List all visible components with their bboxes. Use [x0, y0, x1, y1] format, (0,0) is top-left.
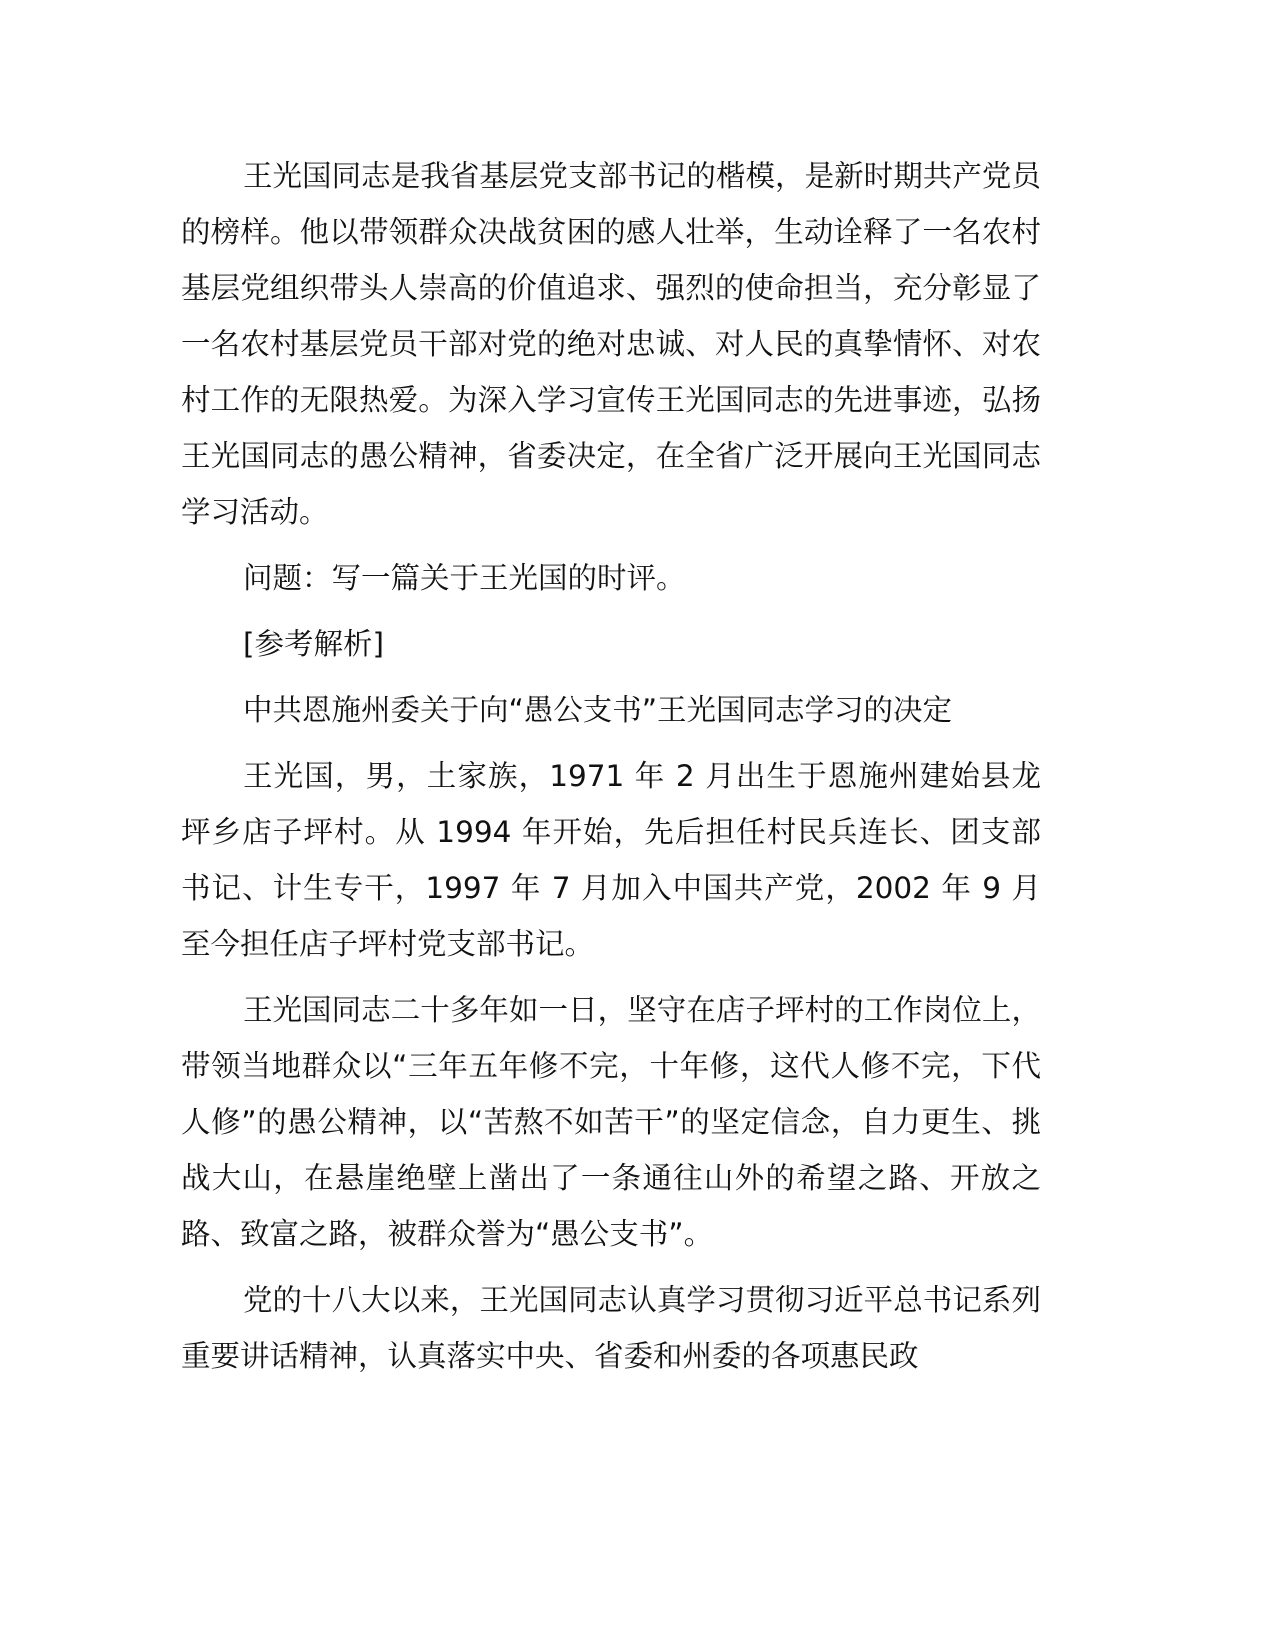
intro-paragraph: 王光国同志是我省基层党支部书记的楷模，是新时期共产党员的榜样。他以带领群众决战贫困的感人壮举，生动诠释了一名农村基层党组织带头人崇高的价值追求、强烈的使命担当，充分彰显了一名农村基层党员干部对党的绝对忠诚、对人民的真挚情怀、对农村工作的无限热爱。为深入学习宣传王光国同志的先进事迹，弘扬王光国同志的愚公精神，省委决定，在全省广泛开展向王光国同志学习活动。 — [181, 159, 1041, 529]
bio-paragraph: 王光国，男，土家族，1971 年 2 月出生于恩施州建始县龙坪乡店子坪村。从 1994 年开始，先后担任村民兵连长、团支部书记、计生专干，1997 年 7 月加入中国共产党，2002 年 9 月至今担任店子坪村党支部书记。 — [181, 759, 1041, 961]
deeds-paragraph: 王光国同志二十多年如一日，坚守在店子坪村的工作岗位上，带领当地群众以“三年五年修不完，十年修，这代人修不完，下代人修”的愚公精神，以“苦熬不如苦干”的坚定信念，自力更生、挑战大山，在悬崖绝壁上凿出了一条通往山外的希望之路、开放之路、致富之路，被群众誉为“愚公支书”。 — [181, 993, 1041, 1251]
since-18th-congress-paragraph: 党的十八大以来，王光国同志认真学习贯彻习近平总书记系列重要讲话精神，认真落实中央、省委和州委的各项惠民政 — [181, 1283, 1041, 1373]
decision-title: 中共恩施州委关于向“愚公支书”王光国同志学习的决定 — [242, 693, 953, 727]
document-body — [181, 148, 1041, 1394]
reference-label: [参考解析] — [242, 627, 384, 661]
question-paragraph: 问题：写一篇关于王光国的时评。 — [242, 561, 686, 595]
